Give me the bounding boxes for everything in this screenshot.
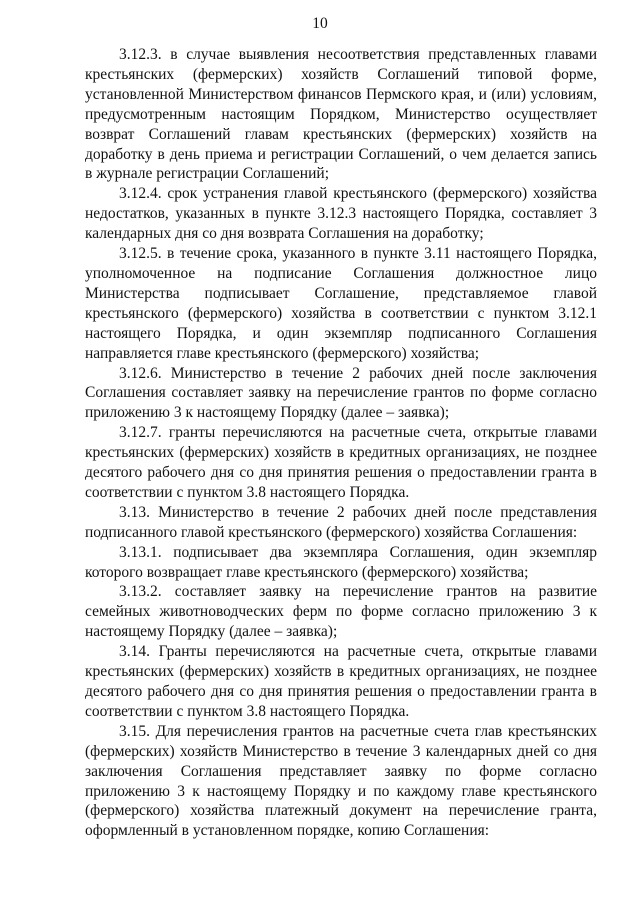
paragraph-3-12-7: 3.12.7. гранты перечисляются на расчетные счета, открытые главами крестьянских (фермерских) хозяйств в кредитных организациях, не позднее десятого рабочего дня со дня принятия решения о предоставлении гранта в соответствии с пунктом 3.8 настоящего Порядка.: [85, 424, 597, 501]
paragraph-3-12-3: 3.12.3. в случае выявления несоответствия представленных главами крестьянских (фермерских) хозяйств Соглашений типовой форме, установленной Министерством финансов Пермского края, и (или) условиям, предусмотренным настоящим Порядком, Министерство осуществляет возврат Соглашений главам крестьянских (фермерских) хозяйств на доработку в день приема и регистрации Соглашений, о чем делается запись в журнале регистрации Соглашений;: [85, 46, 597, 183]
paragraph-3-15: 3.15. Для перечисления грантов на расчетные счета глав крестьянских (фермерских) хозяйств Министерство в течение 3 календарных дней со дня заключения Соглашения представляет заявку по форме согласно приложению 3 к настоящему Порядку и по каждому главе крестьянского (фермерского) хозяйства платежный документ на перечисление гранта, оформленный в установленном порядке, копию Соглашения:: [85, 722, 597, 840]
paragraph-3-14: 3.14. Гранты перечисляются на расчетные счета, открытые главами крестьянских (фермерских) хозяйств в кредитных организациях, не позднее десятого рабочего дня со дня принятия решения о предоставлении гранта в соответствии с пунктом 3.8 настоящего Порядка.: [85, 643, 597, 720]
page-number: 10: [312, 15, 328, 32]
paragraph-3-13: 3.13. Министерство в течение 2 рабочих дней после представления подписанного главой крестьянского (фермерского) хозяйства Соглашения:: [85, 503, 597, 541]
paragraph-3-12-6: 3.12.6. Министерство в течение 2 рабочих дней после заключения Соглашения составляет заявку на перечисление грантов по форме согласно приложению 3 к настоящему Порядку (далее – заявка);: [85, 364, 597, 422]
paragraph-3-12-4: 3.12.4. срок устранения главой крестьянского (фермерского) хозяйства недостатков, указанных в пункте 3.12.3 настоящего Порядка, составляет 3 календарных дня со дня возврата Соглашения на доработку;: [85, 185, 597, 243]
paragraph-3-13-1: 3.13.1. подписывает два экземпляра Соглашения, один экземпляр которого возвращает главе крестьянского (фермерского) хозяйства;: [85, 543, 597, 581]
paragraph-3-12-5: 3.12.5. в течение срока, указанного в пункте 3.11 настоящего Порядка, уполномоченное на подписание Соглашения должностное лицо Министерства подписывает Соглашение, представляемое главой крестьянского (фермерского) хозяйства в соответствии с пунктом 3.12.1 настоящего Порядка, и один экземпляр подписанного Соглашения направляется главе крестьянского (фермерского) хозяйства;: [85, 245, 597, 362]
paragraph-3-13-2: 3.13.2. составляет заявку на перечисление грантов на развитие семейных животноводческих ферм по форме согласно приложению 3 к настоящему Порядку (далее – заявка);: [85, 583, 597, 641]
document-body: [85, 45, 597, 841]
